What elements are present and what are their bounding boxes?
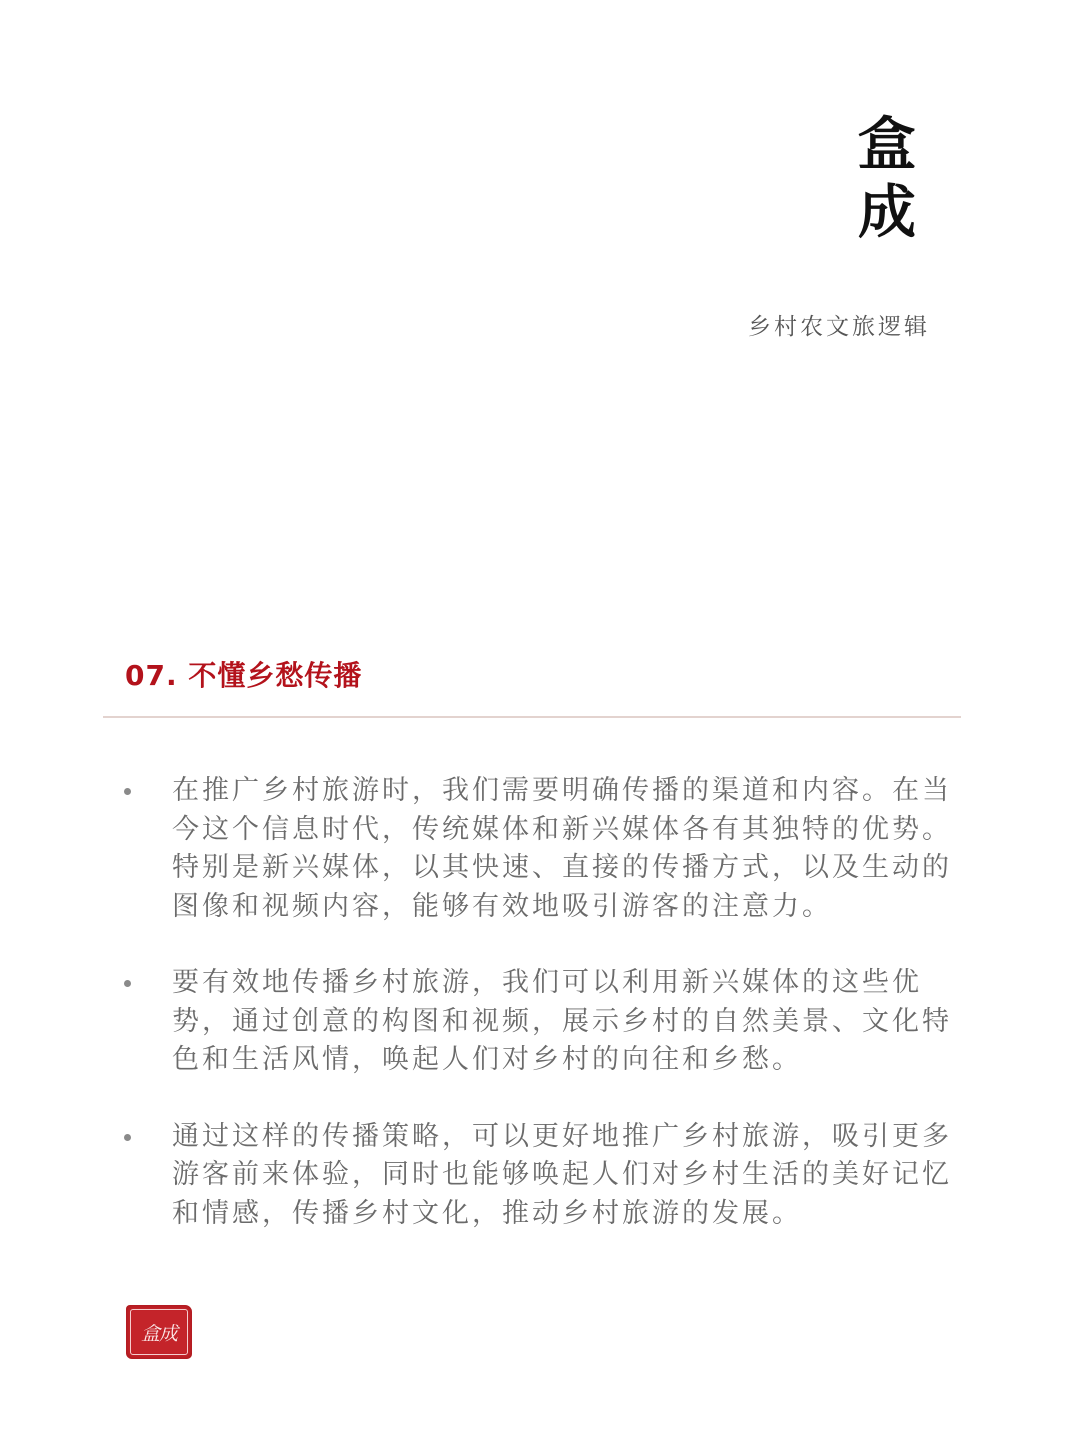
seal-stamp-icon xyxy=(126,1305,192,1359)
section-title: 07. 不懂乡愁传播 xyxy=(125,659,363,692)
paragraph-text: 要有效地传播乡村旅游，我们可以利用新兴媒体的这些优势，通过创意的构图和视频，展示乡村的自然美景、文化特色和生活风情，唤起人们对乡村的向往和乡愁。 xyxy=(172,967,952,1075)
brand-char-1: 盒 xyxy=(857,110,916,178)
brand-char-2: 成 xyxy=(857,178,916,246)
seal-stamp-text: 盒成 xyxy=(130,1309,188,1355)
bullet-dot-icon xyxy=(124,1134,131,1141)
paragraph-text: 在推广乡村旅游时，我们需要明确传播的渠道和内容。在当今这个信息时代，传统媒体和新兴媒体各有其独特的优势。特别是新兴媒体，以其快速、直接的传播方式，以及生动的图像和视频内容，能够有效地吸引游客的注意力。 xyxy=(172,775,952,922)
list-item xyxy=(120,772,980,926)
paragraph-text: 通过这样的传播策略，可以更好地推广乡村旅游，吸引更多游客前来体验，同时也能够唤起人们对乡村生活的美好记忆和情感，传播乡村文化，推动乡村旅游的发展。 xyxy=(172,1120,952,1229)
bullet-list xyxy=(120,772,980,1271)
bullet-dot-icon xyxy=(124,788,131,795)
page-subtitle: 乡村农文旅逻辑 xyxy=(748,314,930,340)
list-item xyxy=(120,964,980,1080)
brand-logo-vertical xyxy=(852,110,922,246)
section-divider xyxy=(103,716,961,718)
list-item xyxy=(120,1118,980,1234)
bullet-dot-icon xyxy=(124,980,131,987)
